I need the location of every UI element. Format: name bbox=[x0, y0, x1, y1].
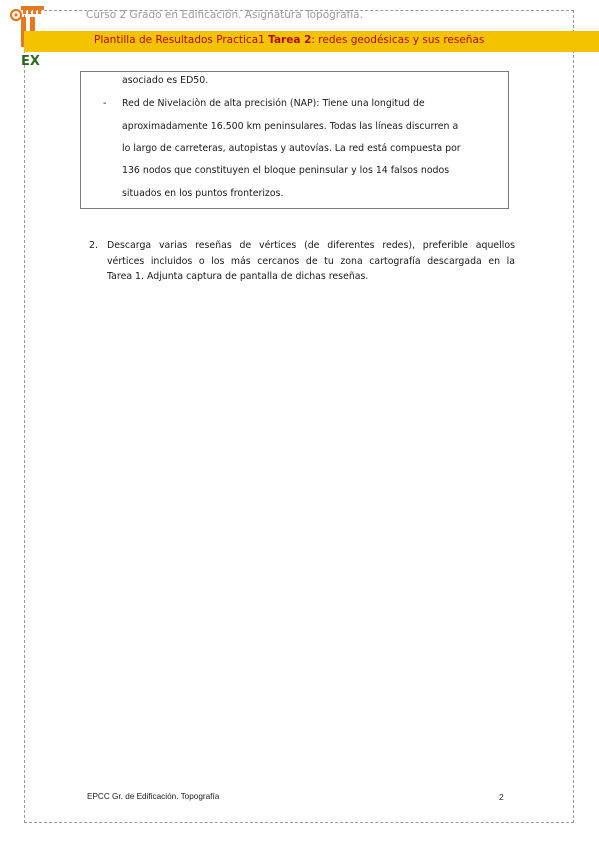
logo-text: EX bbox=[21, 54, 40, 68]
box-line: aproximadamente 16.500 km peninsulares. Todas las líneas discurren a bbox=[122, 121, 459, 132]
item-number: 2. bbox=[89, 240, 98, 251]
box-line: lo largo de carreteras, autopistas y autovías. La red está compuesta por bbox=[122, 143, 461, 154]
box-line: 136 nodos que constituyen el bloque peninsular y los 14 falsos nodos bbox=[122, 165, 450, 176]
band-prefix: Plantilla de Resultados Practica1 bbox=[94, 34, 269, 46]
bullet-dash: - bbox=[103, 98, 107, 109]
band-suffix: : redes geodésicas y sus reseñas bbox=[311, 34, 485, 46]
band-task: Tarea 2 bbox=[268, 34, 312, 46]
page-number: 2 bbox=[499, 792, 504, 802]
item-line: vértices incluidos o los más cercanos de tu zona cartografía descargada en la bbox=[107, 256, 515, 267]
item-line: Tarea 1. Adjunta captura de pantalla de dichas reseñas. bbox=[107, 271, 369, 282]
box-line: asociado es ED50. bbox=[122, 75, 209, 86]
box-line: Red de Nivelaciòn de alta precisión (NAP): Tiene una longitud de bbox=[122, 98, 425, 109]
header-band-text bbox=[94, 34, 484, 46]
item-line: Descarga varias reseñas de vértices (de diferentes redes), preferible aquellos bbox=[107, 240, 515, 251]
box-line: situados en los puntos fronterizos. bbox=[122, 188, 284, 199]
course-title: Curso 2 Grado en Edificación. Asignatura Topografía. bbox=[86, 9, 363, 21]
footer-text: EPCC Gr. de Edificación. Topografía bbox=[87, 792, 220, 801]
